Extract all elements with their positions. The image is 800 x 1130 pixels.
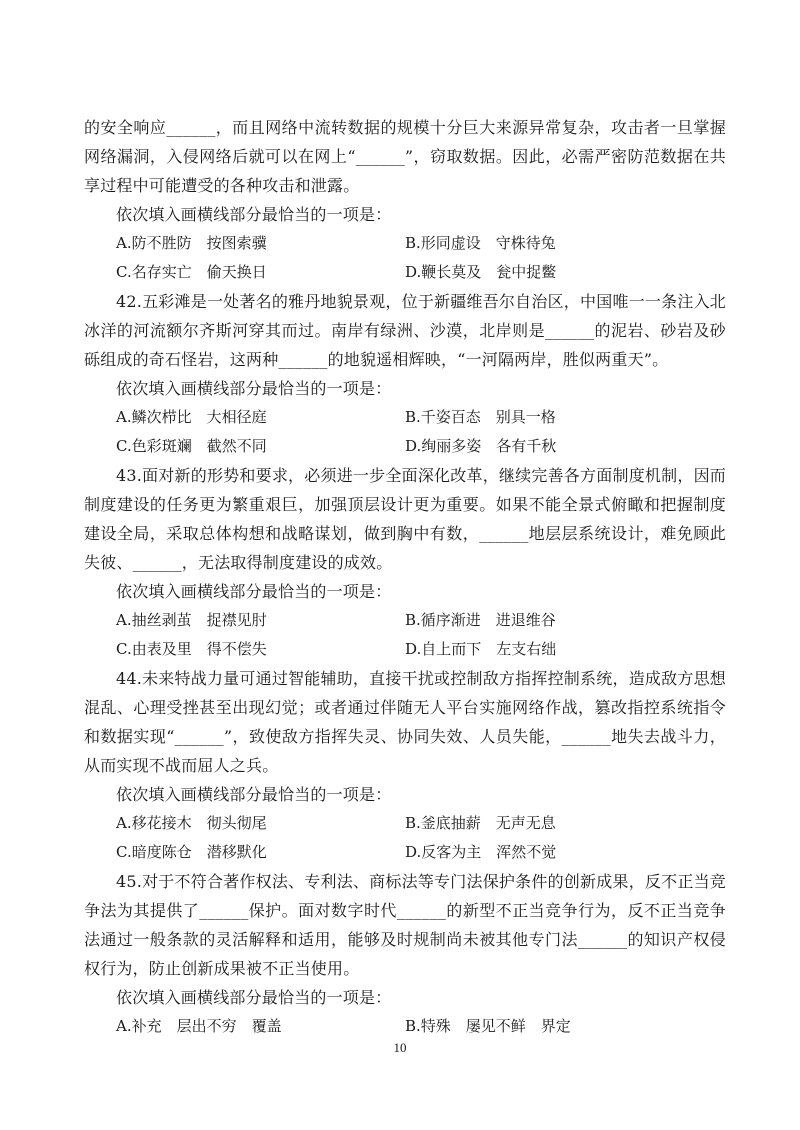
- q44-instruction: 依次填入画横线部分最恰当的一项是：: [116, 785, 392, 804]
- document-body: [84, 113, 726, 1041]
- q41-options: [84, 229, 726, 287]
- option-b: B.千姿百态 别具一格: [405, 408, 556, 426]
- q42-instruction: 依次填入画横线部分最恰当的一项是：: [116, 379, 392, 398]
- page-number: 10: [393, 1040, 407, 1055]
- option-b: B.形同虚设 守株待兔: [405, 234, 556, 252]
- q41-instruction: 依次填入画横线部分最恰当的一项是：: [116, 205, 392, 224]
- q45-options: [84, 1012, 726, 1041]
- q43-instruction: 依次填入画横线部分最恰当的一项是：: [116, 582, 392, 601]
- q42-stem: 42.五彩滩是一处著名的雅丹地貌景观，位于新疆维吾尔自治区，中国唯一一条注入北冰洋的河流额尔齐斯河穿其而过。南岸有绿洲、沙漠，北岸则是______的泥岩、砂岩及砂砾组成的奇石怪岩，这两种______的地貌遥相辉映，“一河隔两岸，胜似两重天”。: [84, 292, 726, 369]
- q41-stem-continuation: 的安全响应______，而且网络中流转数据的规模十分巨大来源异常复杂，攻击者一旦掌握网络漏洞，入侵网络后就可以在网上“______”，窃取数据。因此，必需严密防范数据在共享过程中可能遭受的各种攻击和泄露。: [84, 118, 726, 195]
- option-a: A.防不胜防 按图索骥: [116, 234, 267, 252]
- option-b: B.循序渐进 进退维谷: [405, 611, 556, 629]
- q43-stem: 43.面对新的形势和要求，必须进一步全面深化改革，继续完善各方面制度机制，因而制度建设的任务更为繁重艰巨，加强顶层设计更为重要。如果不能全景式俯瞰和把握制度建设全局，采取总体构想和战略谋划，做到胸中有数，______地层层系统设计，难免顾此失彼、______，无法取得制度建设的成效。: [84, 466, 726, 572]
- q43-options: [84, 606, 726, 664]
- option-d: D.反客为主 浑然不觉: [405, 843, 557, 861]
- q44-stem: 44.未来特战力量可通过智能辅助，直接干扰或控制敌方指挥控制系统，造成敌方思想混乱、心理受挫甚至出现幻觉；或者通过伴随无人平台实施网络作战，篡改指控系统指令和数据实现“______”，致使敌方指挥失灵、协同失效、人员失能，______地失去战斗力，从而实现不战而屈人之兵。: [84, 669, 726, 775]
- option-d: D.鞭长莫及 瓮中捉鳖: [405, 263, 557, 281]
- option-c: C.由表及里 得不偿失: [116, 640, 267, 658]
- option-d: D.绚丽多姿 各有千秋: [405, 437, 557, 455]
- option-b: B.特殊 屡见不鲜 界定: [405, 1017, 571, 1035]
- q42-options: [84, 403, 726, 461]
- q45-stem: 45.对于不符合著作权法、专利法、商标法等专门法保护条件的创新成果，反不正当竞争法为其提供了______保护。面对数字时代______的新型不正当竞争行为，反不正当竞争法通过一般条款的灵活解释和适用，能够及时规制尚未被其他专门法______的知识产权侵权行为，防止创新成果被不正当使用。: [84, 872, 726, 978]
- q44-options: [84, 809, 726, 867]
- option-a: A.补充 层出不穷 覆盖: [116, 1017, 282, 1035]
- option-a: A.鳞次栉比 大相径庭: [116, 408, 267, 426]
- option-c: C.暗度陈仓 潜移默化: [116, 843, 267, 861]
- option-a: A.移花接木 彻头彻尾: [116, 814, 267, 832]
- option-d: D.自上而下 左支右绌: [405, 640, 557, 658]
- option-c: C.名存实亡 偷天换日: [116, 263, 267, 281]
- option-c: C.色彩斑斓 截然不同: [116, 437, 267, 455]
- q45-instruction: 依次填入画横线部分最恰当的一项是：: [116, 988, 392, 1007]
- option-a: A.抽丝剥茧 捉襟见肘: [116, 611, 267, 629]
- option-b: B.釜底抽薪 无声无息: [405, 814, 556, 832]
